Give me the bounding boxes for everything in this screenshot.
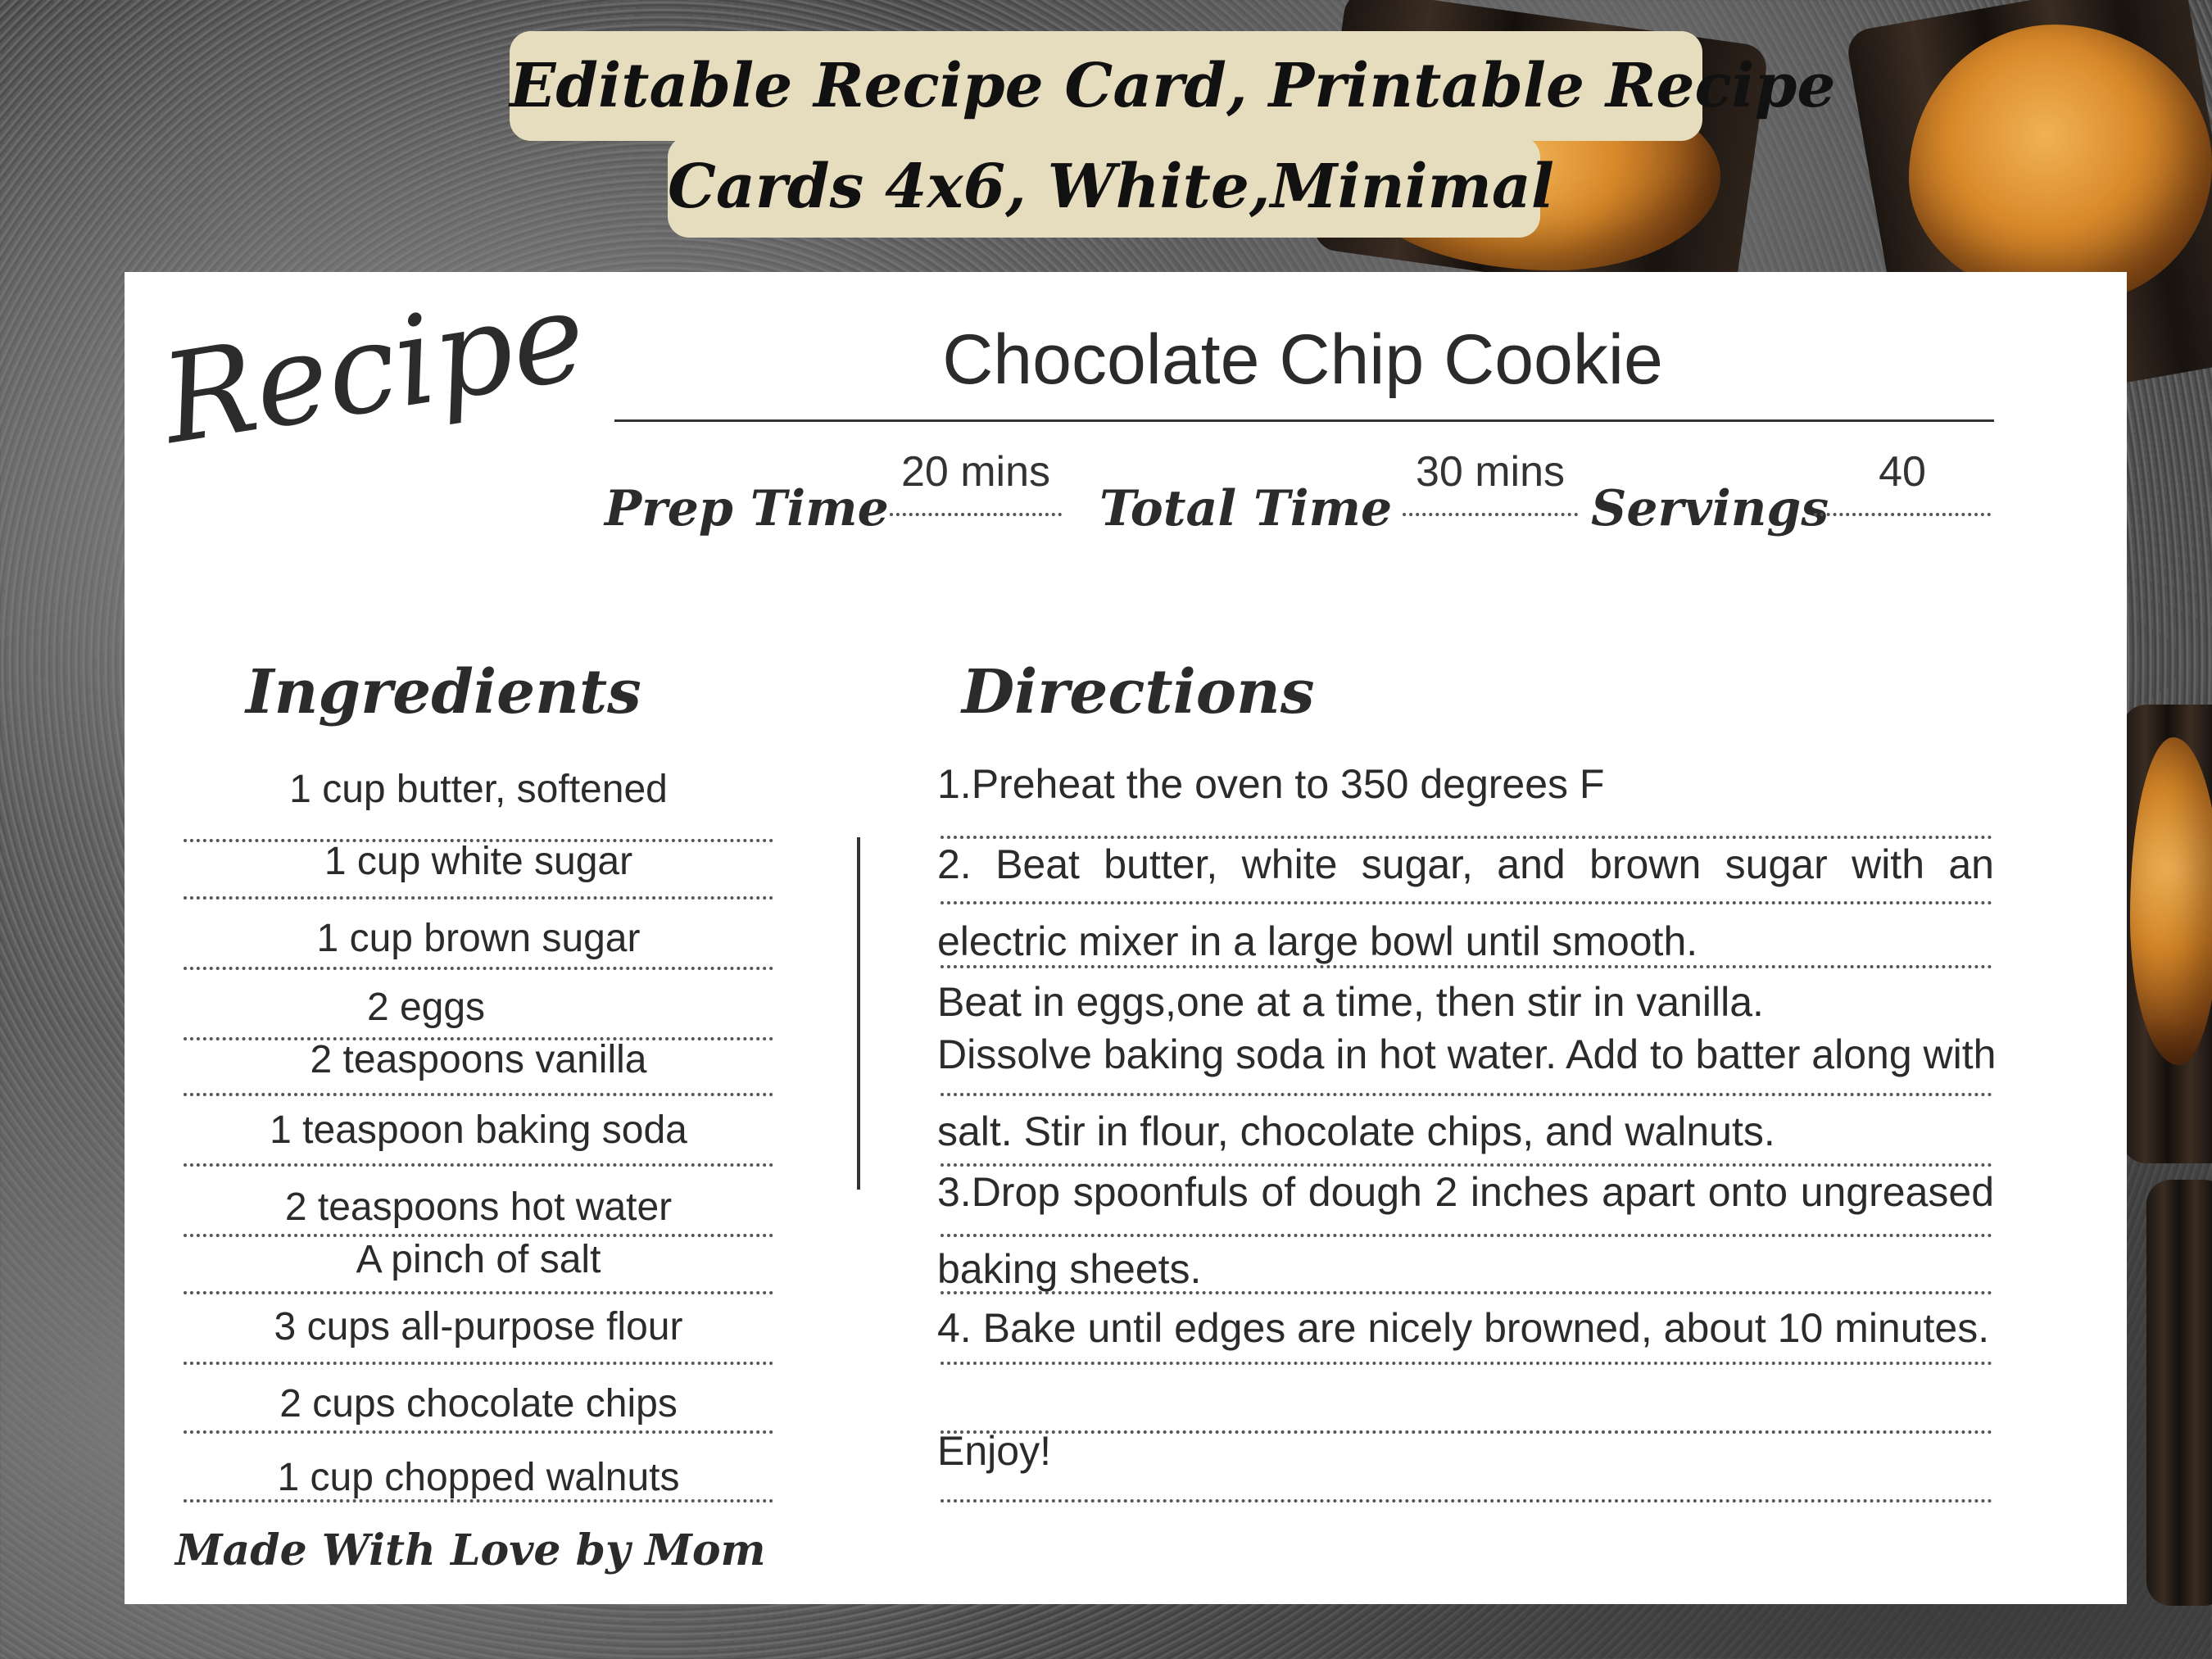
prep-time-label: Prep Time [605,480,889,537]
listing-title-line-2: Cards 4x6, White,Minimal [668,136,1540,238]
ingredient-item[interactable]: 2 eggs [366,986,486,1029]
direction-rule [941,1499,1992,1503]
made-with-love-footer[interactable]: Made With Love by Mom [175,1525,766,1575]
servings-value[interactable]: 40 [1879,448,1926,496]
ingredient-item[interactable]: 1 teaspoon baking soda [270,1108,687,1152]
ingredient-item[interactable]: 1 cup butter, softened [289,768,668,811]
ingredient-item[interactable]: 1 cup brown sugar [316,917,641,960]
direction-rule [941,1163,1992,1167]
ingredient-item[interactable]: 1 cup chopped walnuts [277,1456,680,1499]
ingredient-item[interactable]: 1 cup white sugar [324,840,633,883]
prep-time-line [890,513,1062,516]
direction-line[interactable]: 1.Preheat the oven to 350 degrees F [937,761,1605,807]
ingredient-line [184,1499,773,1503]
direction-line[interactable]: Beat in eggs,one at a time, then stir in vanilla. [937,979,1764,1025]
prep-time-value[interactable]: 20 mins [900,448,1051,496]
ingredient-item[interactable]: A pinch of salt [356,1238,601,1281]
recipe-title[interactable]: Chocolate Chip Cookie [942,320,1663,399]
servings-line [1814,513,1991,516]
direction-line[interactable]: baking sheets. [937,1246,1202,1292]
ingredient-line [184,1163,773,1167]
muffin-image-right [1909,25,2212,303]
directions-heading: Directions [962,657,1315,728]
total-time-line [1403,513,1578,516]
recipe-heading: Recipe [152,265,596,472]
direction-line[interactable]: 4. Bake until edges are nicely browned, about 10 minutes. [937,1305,1990,1351]
recipe-card [125,265,2127,1604]
direction-rule [941,1234,1992,1237]
ingredients-heading: Ingredients [246,657,641,728]
direction-rule [941,1093,1992,1096]
ingredient-line [184,967,773,970]
servings-label: Servings [1591,480,1829,537]
direction-line[interactable]: Dissolve baking soda in hot water. Add to batter along with [937,1031,1997,1077]
muffin-liner-bottom-right [2146,1180,2212,1606]
title-underline [614,419,1994,422]
listing-title-line-1: Editable Recipe Card, Printable Recipe [510,31,1702,141]
ingredient-line [184,1362,773,1365]
ingredient-item[interactable]: 3 cups all-purpose flour [274,1305,683,1349]
direction-rule [941,965,1992,968]
direction-line[interactable]: Enjoy! [937,1428,1051,1474]
direction-rule [941,1291,1992,1294]
direction-line[interactable]: 2. Beat butter, white sugar, and brown sugar with an [937,841,1994,887]
ingredient-item[interactable]: 2 teaspoons vanilla [310,1038,647,1081]
column-divider [857,837,860,1190]
ingredient-item[interactable]: 2 teaspoons hot water [284,1185,673,1229]
ingredient-line [184,1093,773,1096]
total-time-value[interactable]: 30 mins [1415,448,1566,496]
direction-rule [941,836,1992,839]
direction-rule [941,1362,1992,1365]
direction-line[interactable]: salt. Stir in flour, chocolate chips, and walnuts. [937,1108,1775,1154]
total-time-label: Total Time [1099,480,1393,537]
ingredient-line [184,1291,773,1294]
direction-line[interactable]: 3.Drop spoonfuls of dough 2 inches apart onto ungreased [937,1169,1994,1215]
ingredient-line [184,896,773,900]
direction-rule [941,901,1992,904]
ingredient-item[interactable]: 2 cups chocolate chips [279,1382,678,1426]
ingredient-line [184,1430,773,1434]
direction-line[interactable]: electric mixer in a large bowl until smooth. [937,918,1698,964]
